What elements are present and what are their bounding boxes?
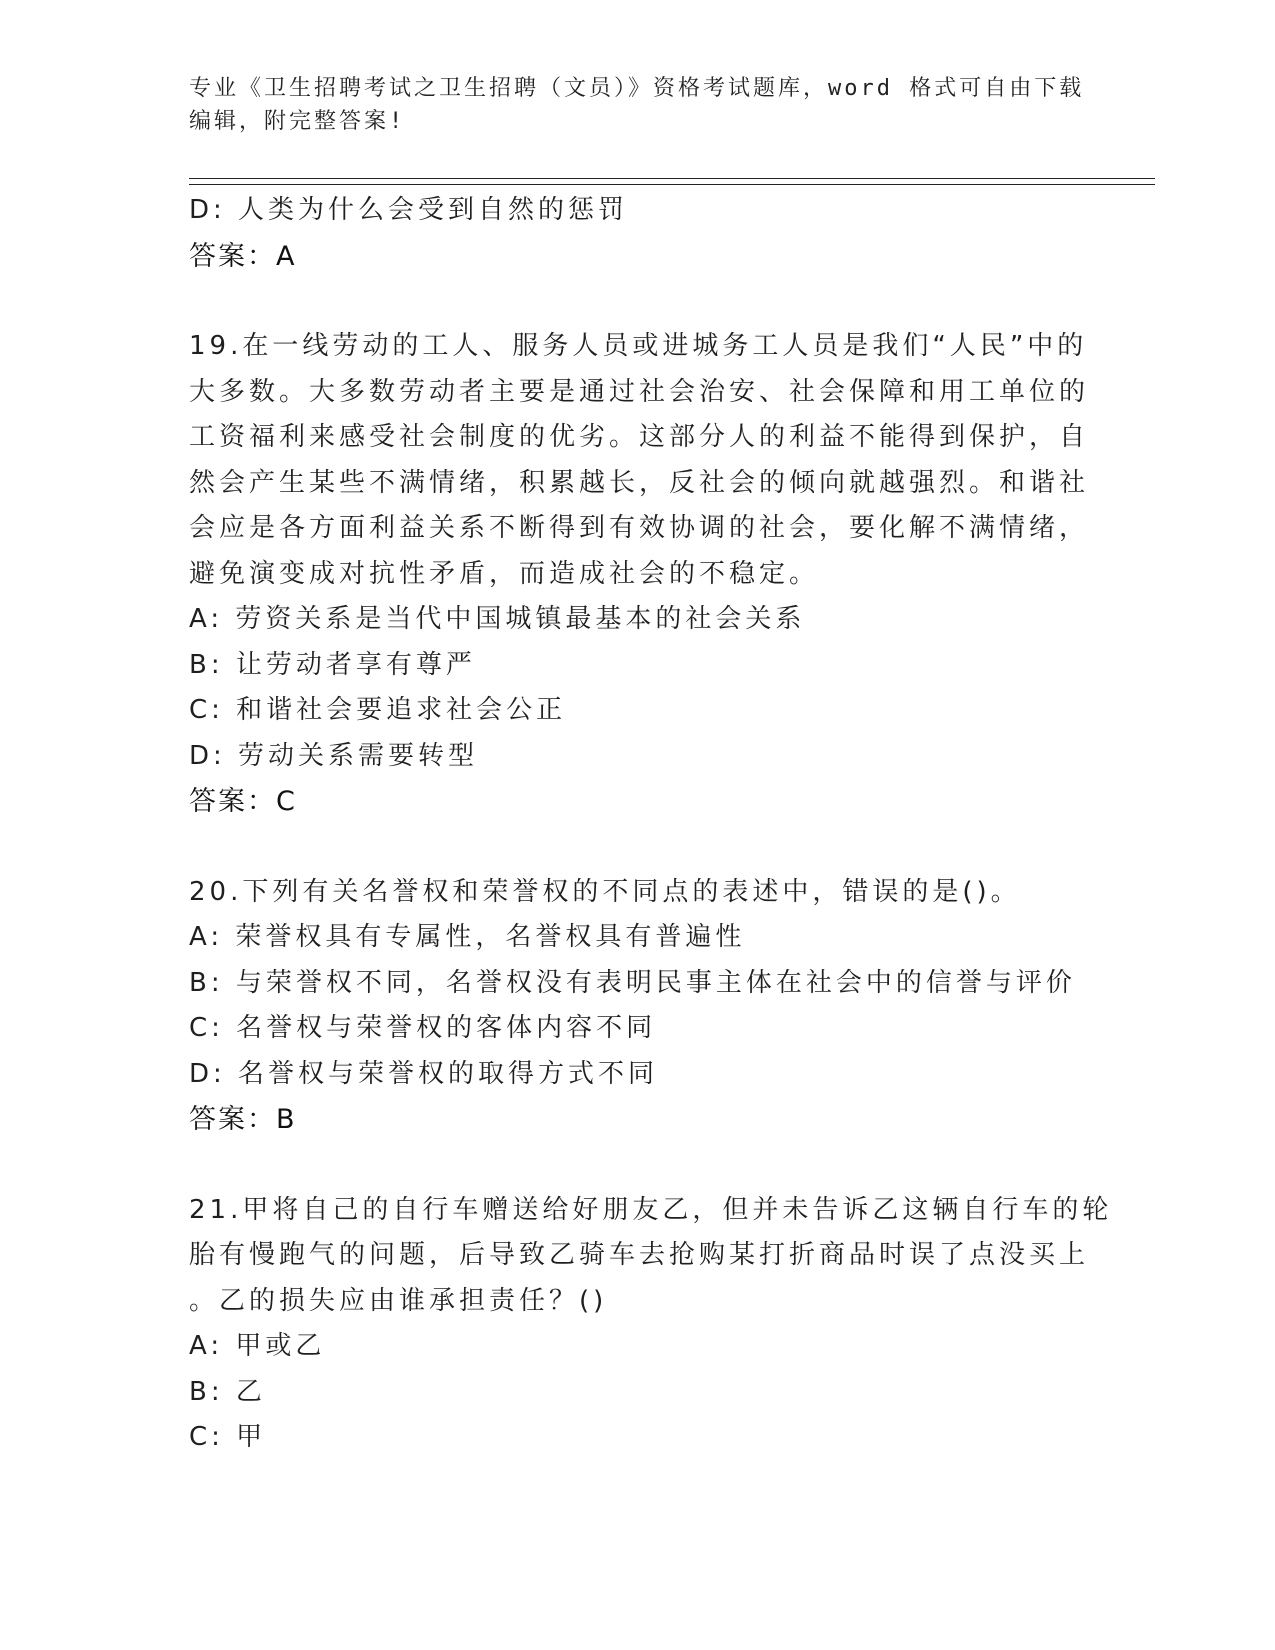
- q19-option-b: B: 让劳动者享有尊严: [189, 649, 476, 680]
- q20-option-d: D: 名誉权与荣誉权的取得方式不同: [189, 1058, 659, 1089]
- q20-option-b: B: 与荣誉权不同，名誉权没有表明民事主体在社会中的信誉与评价: [189, 967, 1076, 998]
- q19-stem-line: 然会产生某些不满情绪，积累越长，反社会的倾向就越强烈。和谐社: [189, 467, 1090, 498]
- q19-stem-line: 避免演变成对抗性矛盾，而造成社会的不稳定。: [189, 558, 820, 589]
- q20-answer: 答案：B: [189, 1104, 297, 1135]
- q21-stem-line: 胎有慢跑气的问题，后导致乙骑车去抢购某打折商品时误了点没买上: [189, 1240, 1090, 1270]
- question-content: [189, 188, 1113, 1461]
- prev-answer: 答案：A: [189, 240, 297, 272]
- q19-option-c: C: 和谐社会要追求社会公正: [189, 695, 567, 725]
- q19-stem-line: 会应是各方面利益关系不断得到有效协调的社会，要化解不满情绪，: [189, 513, 1090, 543]
- header-line-2: 编辑，附完整答案!: [189, 109, 406, 134]
- header-line-1: 专业《卫生招聘考试之卫生招聘（文员）》资格考试题库，word 格式可自由下载: [189, 76, 1085, 101]
- question-20: [189, 870, 1089, 1143]
- q20-stem-line: 20.下列有关名誉权和荣誉权的不同点的表述中，错误的是()。: [189, 876, 1021, 907]
- q19-option-a: A: 劳资关系是当代中国城镇最基本的社会关系: [189, 604, 806, 634]
- q21-stem-line: 。乙的损失应由谁承担责任？(): [189, 1285, 608, 1316]
- q19-option-d: D: 劳动关系需要转型: [189, 740, 479, 771]
- prev-option-d: D: 人类为什么会受到自然的惩罚: [189, 195, 629, 225]
- header-divider-top: [189, 178, 1155, 179]
- question-19: [189, 324, 1089, 825]
- q21-option-c: C: 甲: [189, 1422, 267, 1452]
- q19-stem-line: 大多数。大多数劳动者主要是通过社会治安、社会保障和用工单位的: [189, 376, 1090, 407]
- document-header: [189, 72, 1089, 138]
- q21-option-a: A: 甲或乙: [189, 1331, 326, 1361]
- q21-option-b: B: 乙: [189, 1376, 266, 1407]
- q20-option-c: C: 名誉权与荣誉权的客体内容不同: [189, 1013, 657, 1043]
- q19-answer: 答案：C: [189, 786, 297, 817]
- q19-stem-line: 工资福利来感受社会制度的优劣。这部分人的利益不能得到保护，自: [189, 422, 1090, 452]
- q19-stem-line: 19.在一线劳动的工人、服务人员或进城务工人员是我们“人民”中的: [189, 331, 1088, 361]
- q21-stem-line: 21.甲将自己的自行车赠送给好朋友乙，但并未告诉乙这辆自行车的轮: [189, 1194, 1113, 1225]
- q20-option-a: A: 荣誉权具有专属性，名誉权具有普遍性: [189, 922, 746, 952]
- question-21: [189, 1188, 1113, 1461]
- header-divider-bottom: [189, 184, 1155, 185]
